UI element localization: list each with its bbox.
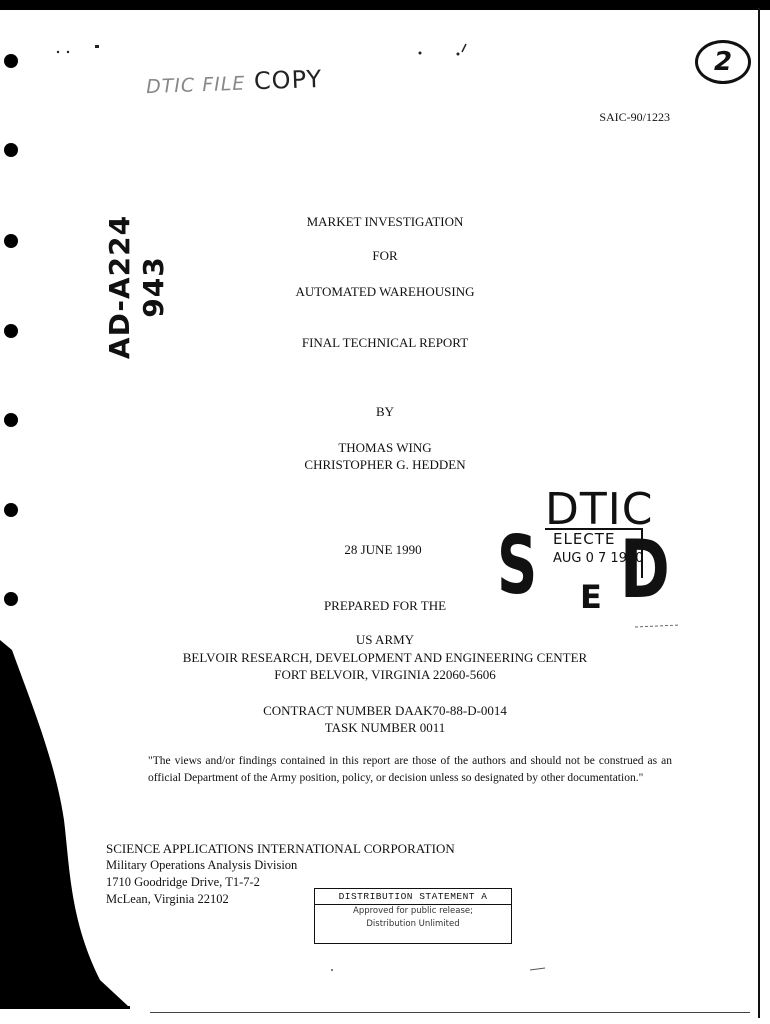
author-1: THOMAS WING bbox=[338, 440, 432, 455]
author-2: CHRISTOPHER G. HEDDEN bbox=[304, 457, 466, 472]
organization-division: Military Operations Analysis Division bbox=[106, 858, 298, 872]
dtic-stamp-date: AUG 0 7 1990 bbox=[553, 551, 644, 566]
circled-number: 2 bbox=[695, 40, 751, 84]
report-subtitle: FINAL TECHNICAL REPORT bbox=[301, 335, 469, 350]
distribution-heading: DISTRIBUTION STATEMENT A bbox=[315, 889, 511, 905]
by-label: BY bbox=[375, 404, 395, 419]
report-number: SAIC-90/1223 bbox=[599, 110, 670, 124]
title-line-2: FOR bbox=[372, 248, 398, 263]
disclaimer-paragraph: "The views and/or findings contained in this report are those of the authors and should not be construed as an official Department of the Army position, policy, or decision unless so designated by other documentation." bbox=[148, 755, 672, 784]
dtic-stamp-electe: ELECTE bbox=[553, 530, 616, 548]
sponsor-line-1: US ARMY bbox=[355, 632, 415, 647]
dtic-stamp-s: S bbox=[497, 519, 538, 612]
file-copy-faint-text: DTIC FILE bbox=[145, 72, 246, 99]
organization-address-2: McLean, Virginia 22102 bbox=[106, 892, 229, 906]
dtic-stamp-title: DTIC bbox=[545, 484, 654, 535]
sponsor-line-3: FORT BELVOIR, VIRGINIA 22060-5606 bbox=[274, 667, 496, 682]
task-number: TASK NUMBER 0011 bbox=[324, 720, 446, 735]
sponsor-line-2: BELVOIR RESEARCH, DEVELOPMENT AND ENGINEERING CENTER bbox=[182, 650, 588, 665]
dtic-stamp-e: E bbox=[580, 578, 602, 616]
title-line-1: MARKET INVESTIGATION bbox=[306, 214, 464, 229]
title-line-3: AUTOMATED WAREHOUSING bbox=[295, 284, 475, 299]
distribution-statement-box bbox=[314, 888, 512, 944]
distribution-line-2: Distribution Unlimited bbox=[366, 919, 460, 929]
prepared-for-label: PREPARED FOR THE bbox=[323, 598, 447, 613]
organization-name: SCIENCE APPLICATIONS INTERNATIONAL CORPORATION bbox=[106, 841, 455, 856]
contract-number: CONTRACT NUMBER DAAK70-88-D-0014 bbox=[263, 703, 507, 718]
organization-address-1: 1710 Goodridge Drive, T1-7-2 bbox=[106, 875, 260, 889]
accession-number: AD-A224 943 bbox=[103, 214, 170, 360]
file-copy-word: COPY bbox=[253, 64, 323, 96]
dtic-stamp-d: D bbox=[620, 523, 670, 616]
report-date: 28 JUNE 1990 bbox=[344, 542, 422, 557]
distribution-line-1: Approved for public release; bbox=[353, 906, 473, 916]
